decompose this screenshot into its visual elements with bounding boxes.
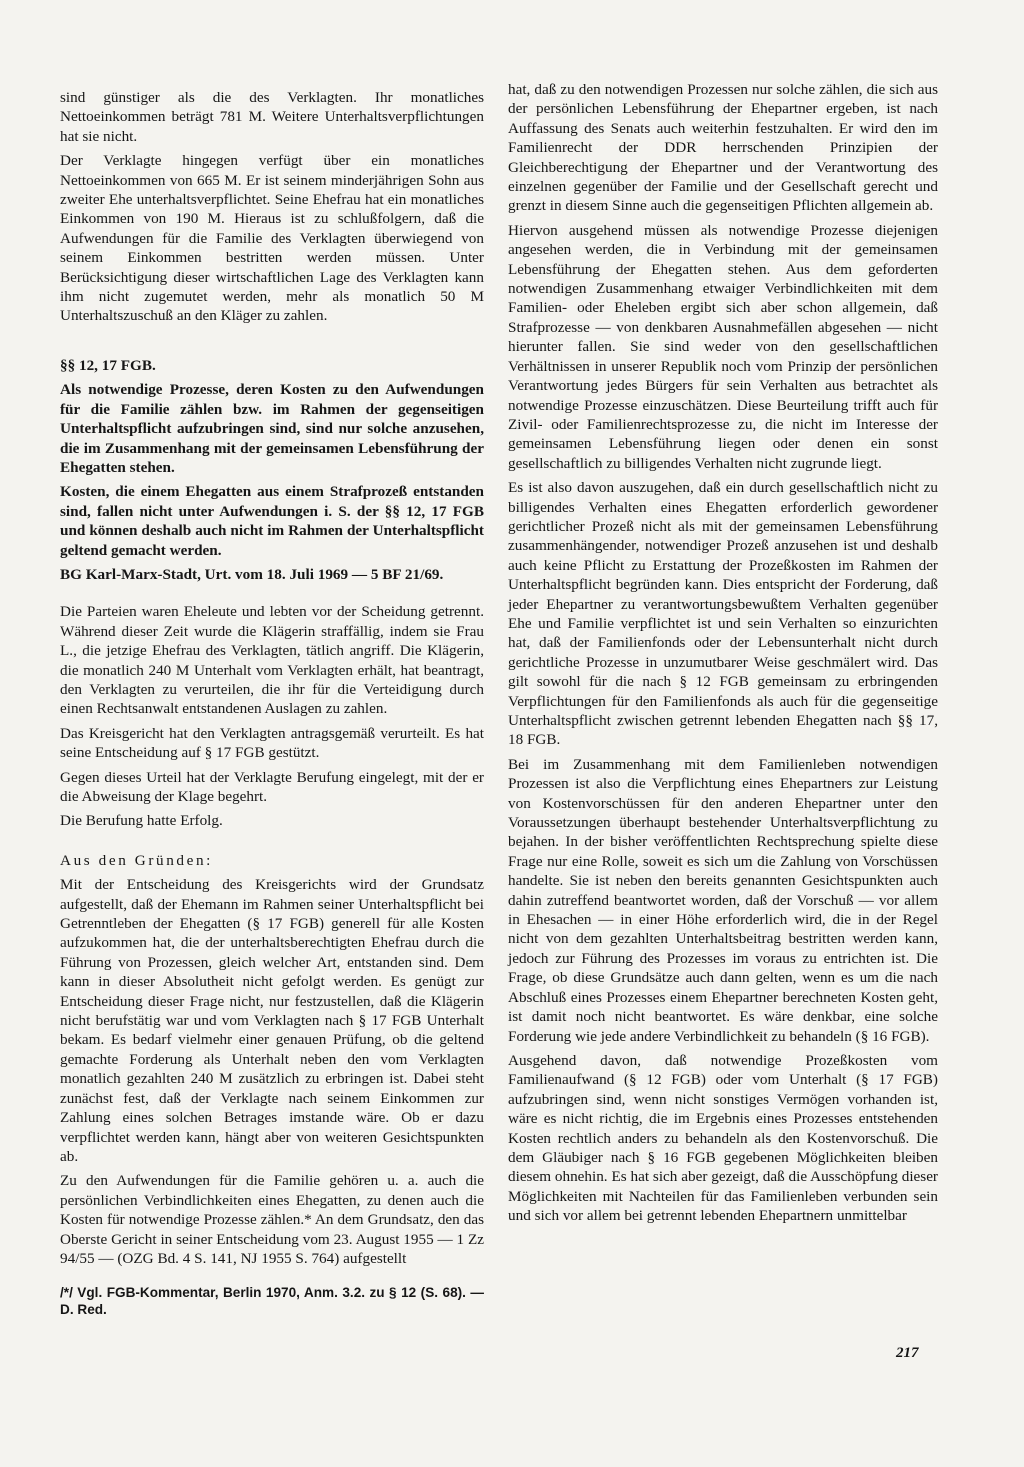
- paragraph: Es ist also davon auszugehen, daß ein durch gesellschaftlich nicht zu billigendes Verhalten eines Ehegatten erforderlich gewordener gerichtlicher Prozeß nicht als mit der gemeinsamen Lebensführung zusammenhängender, notwendiger Prozeß anzusehen ist und deshalb auch keine Pflicht zu Erstattung der Prozeßkosten im Rahmen der Unterhaltspflicht begründen kann. Dies entspricht der Forderung, daß jeder Ehepartner zu verantwortungsbewußtem Verhalten gegenüber Ehe und Familie verpflichtet ist und sein Verhalten so einzurichten hat, daß der Familienfonds oder der Lebensunterhalt nicht durch gerichtliche Prozesse in unzumutbarer Weise geschmälert wird. Das gilt sowohl für die nach § 12 FGB gemeinsam zu erbringenden Verpflichtungen für den Familienfonds als auch für die gegenseitige Unterhaltspflicht zwischen getrennt lebenden Ehegatten nach §§ 17, 18 FGB.: [508, 479, 938, 749]
- headnote: Als notwendige Prozesse, deren Kosten zu den Aufwendungen für die Familie zählen bzw. im Rahmen der gegenseitigen Unterhaltspflicht aufzubringen sind, sind nur solche anzusehen, die im Zusammenhang mit der gemeinsamen Lebensführung der Ehegatten stehen.: [60, 381, 484, 476]
- paragraph: Mit der Entscheidung des Kreisgerichts wird der Grundsatz aufgestellt, daß der Ehemann im Rahmen seiner Unterhaltspflicht bei Getrenntleben der Ehegatten (§ 17 FGB) generell für alle Kosten aufzukommen hat, die der unterhaltsberechtigten Ehefrau durch die Führung von Prozessen, gleich welcher Art, entstanden sind. Dem kann in dieser Absolutheit nicht gefolgt werden. Es genügt zur Entscheidung dieser Frage nicht, nur festzustellen, daß die Klägerin nicht berufstätig war und vom Verklagten nach § 17 FGB Unterhalt bekam. Es bedarf vielmehr einer genauen Prüfung, ob die geltend gemachte Forderung als Unterhalt neben den vom Verklagten monatlich gezahlten 240 M zusätzlich zu erbringen ist. Dabei steht zunächst fest, daß der Verklagte nach seinem Einkommen zur Zahlung eines solchen Betrages imstande wäre. Ob er dazu verpflichtet werden kann, hängt aber von weiteren Gesichtspunkten ab.: [60, 876, 484, 1165]
- paragraph: Die Parteien waren Eheleute und lebten vor der Scheidung getrennt. Während dieser Zeit wurde die Klägerin straffällig, indem sie Frau L., die jetzige Ehefrau des Verklagten, tätlich angriff. Die Klägerin, die monatlich 240 M Unterhalt vom Verklagten erhält, hat beantragt, den Verklagten zu verurteilen, die ihr für die Verteidigung durch einen Rechtsanwalt entstandenen Auslagen zu zahlen.: [60, 603, 484, 718]
- paragraph: hat, daß zu den notwendigen Prozessen nur solche zählen, die sich aus der persönlichen Lebensführung der Ehepartner ergeben, ist nach Auffassung des Senats auch weiterhin festzuhalten. Er wird den im Familienrecht der DDR herrschenden Prinzipien der Gleichberechtigung der Ehepartner und der Verantwortung des einzelnen gegenüber der Familie und der Gesellschaft gerecht und grenzt in diesem Sinne auch die gegenseitigen Pflichten allgemein ab.: [508, 81, 938, 215]
- paragraph: Der Verklagte hingegen verfügt über ein monatliches Nettoeinkommen von 665 M. Er ist seinem minderjährigen Sohn aus zweiter Ehe unterhaltsverpflichtet. Seine Ehefrau hat ein monatliches Einkommen von 190 M. Hieraus ist zu schlußfolgern, daß die Aufwendungen für die Familie des Verklagten überwiegend von seinem Einkommen bestritten werden müssen. Unter Berücksichtigung dieser wirtschaftlichen Lage des Verklagten kann ihm nicht zugemutet werden, mehr als monatlich 50 M Unterhaltszuschuß an den Kläger zu zahlen.: [60, 152, 484, 325]
- footnote: /*/ Vgl. FGB-Kommentar, Berlin 1970, Anm. 3.2. zu § 12 (S. 68). — D. Red.: [60, 1285, 484, 1318]
- statute-reference: §§ 12, 17 FGB.: [60, 356, 156, 374]
- court-citation: BG Karl-Marx-Stadt, Urt. vom 18. Juli 1969 — 5 BF 21/69.: [60, 565, 444, 583]
- left-column: [60, 88, 484, 1323]
- page-number: 217: [896, 1345, 919, 1361]
- paragraph: Die Berufung hatte Erfolg.: [60, 812, 223, 830]
- paragraph: Hiervon ausgehend müssen als notwendige Prozesse diejenigen angesehen werden, die in Verbindung mit der gemeinsamen Lebensführung der Ehegatten stehen. Aus dem geforderten notwendigen Zusammenhang etwaiger Verbindlichkeiten mit dem Familien- oder Eheleben ergibt sich aber schon allgemein, daß Strafprozesse — von denkbaren Ausnahmefällen abgesehen — nicht hierunter fallen. Sie sind weder von den gesellschaftlichen Verhältnissen in unserer Republik noch vom Prinzip der persönlichen Verantwortung jedes Bürgers für sein Verhalten aus betrachtet als notwendige Prozesse einzuschätzen. Diese Beurteilung trifft auch für Zivil- oder Familienrechtsprozesse zu, die nicht im Interesse der gemeinsamen Lebensführung liegen oder denen ein sonst gesellschaftlich zu billigendes Verhalten nicht zugrunde liegt.: [508, 221, 938, 472]
- paragraph: Zu den Aufwendungen für die Familie gehören u. a. auch die persönlichen Verbindlichkeiten eines Ehegatten, zu denen auch die Kosten für notwendige Prozesse zählen.* An dem Grundsatz, den das Oberste Gericht in seiner Entscheidung vom 23. August 1955 — 1 Zz 94/55 — (OZG Bd. 4 S. 141, NJ 1955 S. 764) aufgestellt: [60, 1172, 484, 1267]
- right-column: [508, 80, 938, 1231]
- paragraph: sind günstiger als die des Verklagten. Ihr monatliches Nettoeinkommen beträgt 781 M. Weitere Unterhaltsverpflichtungen hat sie nicht.: [60, 89, 484, 145]
- paragraph: Ausgehend davon, daß notwendige Prozeßkosten vom Familienaufwand (§ 12 FGB) oder vom Unterhalt (§ 17 FGB) aufzubringen sind, wenn nicht sonstiges Vermögen vorhanden ist, wäre es nicht richtig, die im Ergebnis eines Prozesses entstehenden Kosten rechtlich anders zu behandeln als den Kostenvorschuß. Die dem Gläubiger nach § 16 FGB gegebenen Möglichkeiten bleiben diesem ohnehin. Es hat sich aber gezeigt, daß die Ausschöpfung dieser Möglichkeiten mit Nachteilen für das Familienleben verbunden sein und sich vor allem bei getrennt lebenden Ehepartnern unmittelbar: [508, 1051, 938, 1225]
- paragraph: Bei im Zusammenhang mit dem Familienleben notwendigen Prozessen ist also die Verpflichtung eines Ehepartners zur Leistung von Kostenvorschüssen für den anderen Ehepartner unter den Voraussetzungen überhaupt bestehender Unterhaltsverpflichtung zu bejahen. In der bisher veröffentlichten Rechtsprechung spielte diese Frage nur eine Rolle, soweit es sich um die Zahlung von Vorschüssen handelte. Sie ist neben den bereits genannten Gesichtspunkten auch dahin zutreffend beantwortet worden, daß der Vorschuß — vor allem in Ehesachen — in einer Höhe erforderlich wird, die in der Regel nicht von dem gezahlten Unterhaltsbeitrag bestritten werden kann, jedoch zur Führung des Prozesses im voraus zu entrichten ist. Die Frage, ob diese Grundsätze auch dann gelten, wenn es um die nach Abschluß eines Prozesses einem Ehepartner berechneten Kosten geht, ist damit noch nicht beantwortet. Es wäre denkbar, eine solche Forderung wie jede andere Verbindlichkeit zu behandeln (§ 16 FGB).: [508, 755, 938, 1045]
- paragraph: Das Kreisgericht hat den Verklagten antragsgemäß verurteilt. Es hat seine Entscheidung auf § 17 FGB gestützt.: [60, 724, 484, 762]
- headnote: Kosten, die einem Ehegatten aus einem Strafprozeß entstanden sind, fallen nicht unter Aufwendungen i. S. der §§ 12, 17 FGB und können deshalb auch nicht im Rahmen der Unterhaltspflicht geltend gemacht werden.: [60, 483, 484, 559]
- paragraph: Gegen dieses Urteil hat der Verklagte Berufung eingelegt, mit der er die Abweisung der Klage begehrt.: [60, 768, 484, 805]
- section-heading: Aus den Gründen:: [60, 851, 213, 869]
